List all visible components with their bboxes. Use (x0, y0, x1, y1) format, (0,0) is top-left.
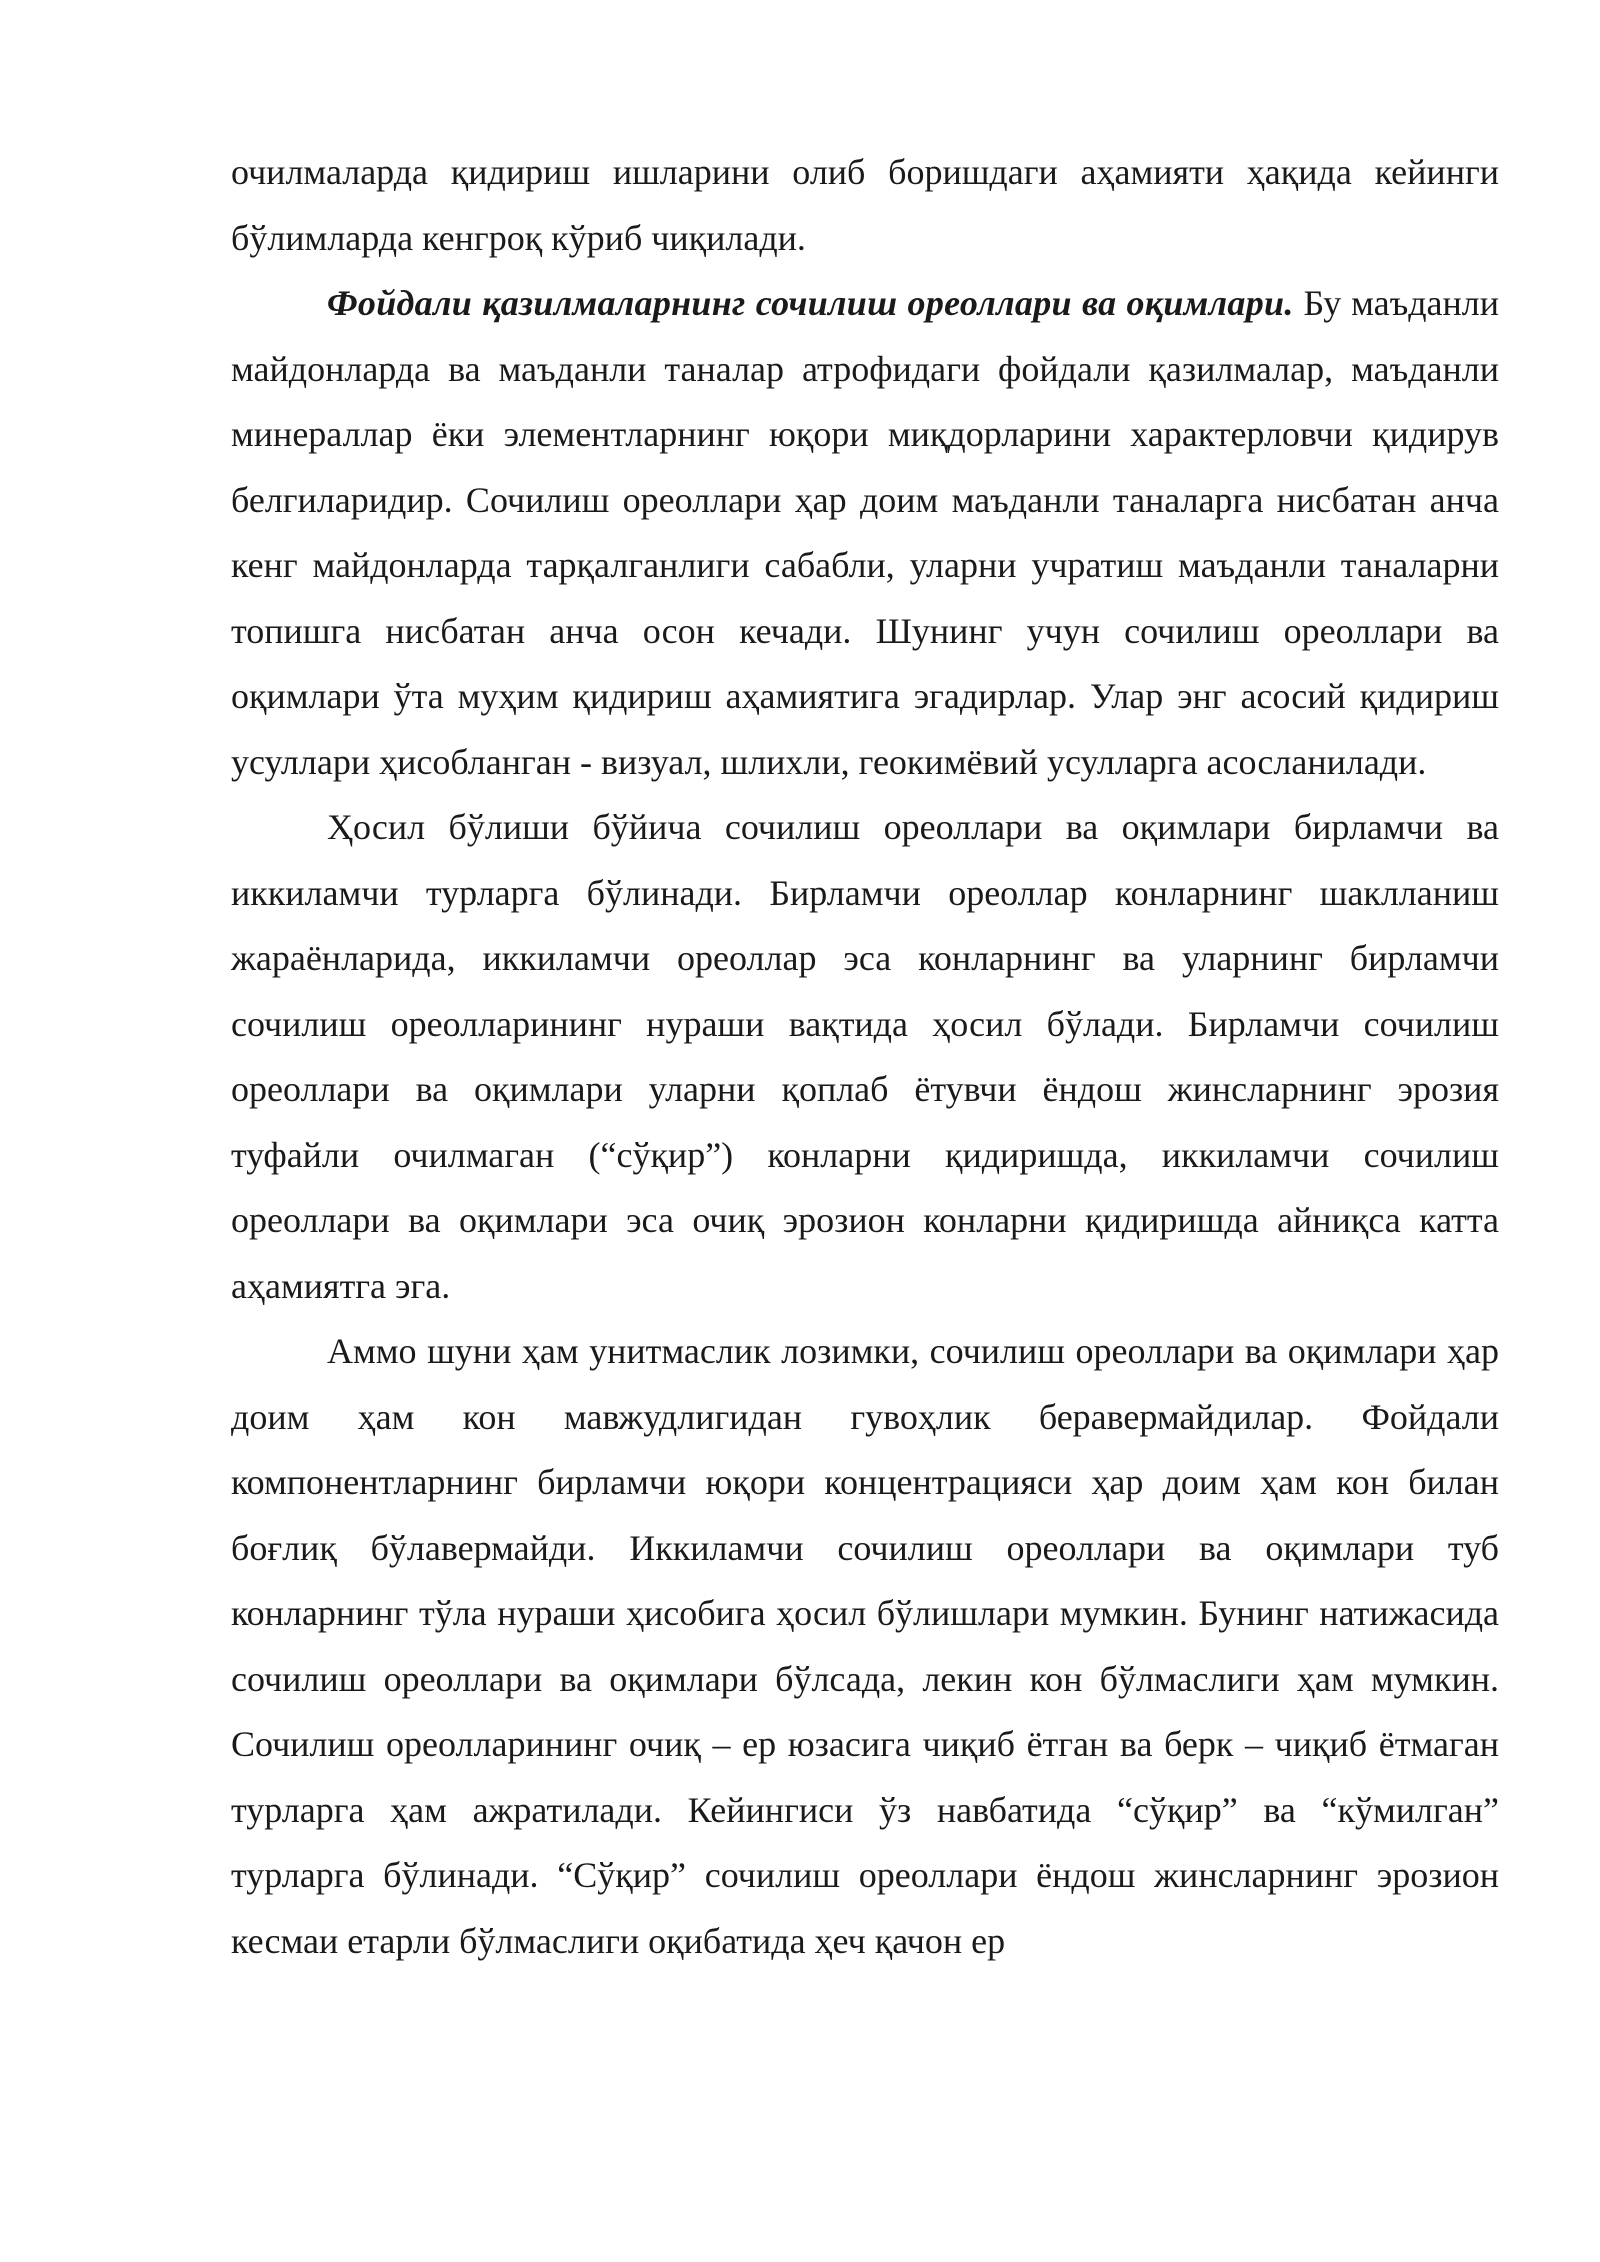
paragraph-text: очилмаларда қидириш ишларини олиб боришдаги аҳамияти ҳақида кейинги бўлимларда кенгроқ кўриб чиқилади. (231, 152, 1499, 258)
paragraph-text: Аммо шуни ҳам унитмаслик лозимки, сочилиш ореоллари ва оқимлари ҳар доим ҳам кон мавжудлигидан гувоҳлик беравермайдилар. Фойдали компонентларнинг бирламчи юқори концентрацияси ҳар доим ҳам кон билан боғлиқ бўлавермайди. Иккиламчи сочилиш ореоллари ва оқимлари туб конларнинг тўла нураши ҳисобига ҳосил бўлишлари мумкин. Бунинг натижасида сочилиш ореоллари ва оқимлари бўлсада, лекин кон бўлмаслиги ҳам мумкин. Сочилиш ореолларининг очиқ – ер юзасига чиқиб ётган ва берк – чиқиб ётмаган турларга ҳам ажратилади. Кейингиси ўз навбатида “сўқир” ва “кўмилган” турларга бўлинади. “Сўқир” сочилиш ореоллари ёндош жинсларнинг эрозион кесмаи етарли бўлмаслиги оқибатида ҳеч қачон ер (231, 1331, 1499, 1961)
paragraph-text: Ҳосил бўлиши бўйича сочилиш ореоллари ва оқимлари бирламчи ва иккиламчи турларга бўлинади. Бирламчи ореоллар конларнинг шаклланиш жараёнларида, иккиламчи ореоллар эса конларнинг ва уларнинг бирламчи сочилиш ореолларининг нураши вақтида ҳосил бўлади. Бирламчи сочилиш ореоллари ва оқимлари уларни қоплаб ётувчи ёндош жинсларнинг эрозия туфайли очилмаган (“сўқир”) конларни қидиришда, иккиламчи сочилиш ореоллари ва оқимлари эса очиқ эрозион конларни қидиришда айниқса катта аҳамиятга эга. (231, 807, 1499, 1306)
paragraph-dispersion-halos (231, 271, 1499, 795)
paragraph-primary-secondary (231, 795, 1499, 1319)
paragraph-continuation (231, 140, 1499, 271)
paragraph-text: Бу маъданли майдонларда ва маъданли таналар атрофидаги фойдали қазилмалар, маъданли минераллар ёки элементларнинг юқори миқдорларини характерловчи қидирув белгиларидир. Сочилиш ореоллари ҳар доим маъданли таналарга нисбатан анча кенг майдонларда тарқалганлиги сабабли, уларни учратиш маъданли таналарни топишга нисбатан анча осон кечади. Шунинг учун сочилиш ореоллари ва оқимлари ўта муҳим қидириш аҳамиятига эгадирлар. Улар энг асосий қидириш усуллари ҳисобланган - визуал, шлихли, геокимёвий усулларга асосланилади. (231, 283, 1499, 782)
section-heading: Фойдали қазилмаларнинг сочилиш ореоллари ва оқимлари. (327, 283, 1294, 323)
document-page (231, 140, 1499, 1974)
paragraph-caveat (231, 1319, 1499, 1974)
